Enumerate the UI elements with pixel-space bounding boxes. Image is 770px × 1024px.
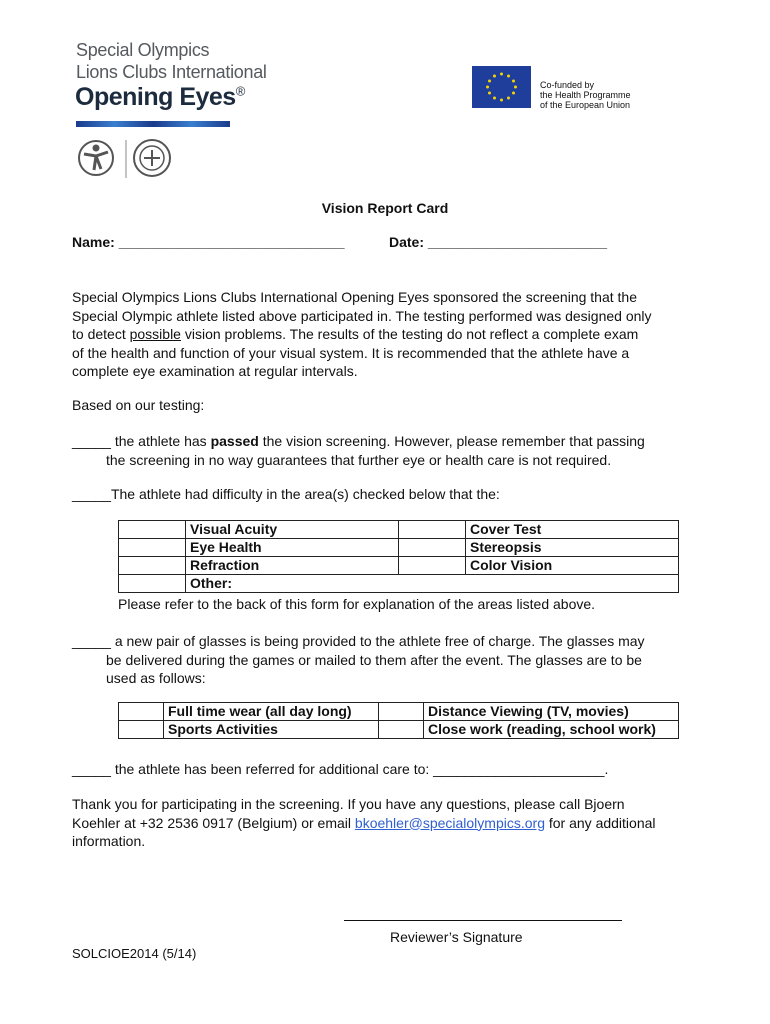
intro-text: vision problems. The results of the testing do not reflect a complete exam xyxy=(180,326,639,342)
referred-text: the athlete has been referred for additional care to: ______________________. xyxy=(110,761,609,777)
check-cell[interactable] xyxy=(379,721,424,739)
thanks-line xyxy=(72,814,712,833)
registered-mark: ® xyxy=(235,83,245,99)
glasses-line: used as follows: xyxy=(106,670,206,686)
eu-flag-icon xyxy=(472,66,531,108)
area-left: Visual Acuity xyxy=(186,521,399,539)
glasses-line: be delivered during the games or mailed to them after the event. The glasses are to be xyxy=(106,651,642,668)
table-row xyxy=(119,521,679,539)
difficulty-check-blank[interactable]: _____ xyxy=(72,486,111,502)
check-cell[interactable] xyxy=(119,575,186,593)
usage-left: Full time wear (all day long) xyxy=(164,703,379,721)
signature-line[interactable] xyxy=(344,920,622,921)
eu-text-line: the Health Programme xyxy=(540,90,631,100)
table-row xyxy=(119,539,679,557)
eu-text-line: of the European Union xyxy=(540,100,631,110)
area-left: Eye Health xyxy=(186,539,399,557)
table-row xyxy=(119,575,679,593)
logo-line-1: Special Olympics xyxy=(76,40,210,60)
area-right: Color Vision xyxy=(466,557,679,575)
glasses-text: a new pair of glasses is being provided to the athlete free of charge. The glasses may xyxy=(110,633,645,649)
difficulty-text: The athlete had difficulty in the area(s) checked below that the: xyxy=(110,486,500,502)
logo-color-bar xyxy=(76,121,230,127)
name-field[interactable] xyxy=(72,234,345,250)
referred-check-blank[interactable]: _____ xyxy=(72,761,111,777)
intro-line: of the health and function of your visual system. It is recommended that the athlete have a xyxy=(72,344,630,361)
eu-stars-icon xyxy=(472,66,531,108)
logo-opening-eyes xyxy=(75,83,245,112)
check-cell[interactable] xyxy=(399,539,466,557)
difficulty-option[interactable] xyxy=(72,485,712,504)
check-cell[interactable] xyxy=(119,703,164,721)
intro-underlined-word: possible xyxy=(129,326,181,342)
intro-line: Special Olympics Lions Clubs International Opening Eyes sponsored the screening that the xyxy=(72,289,637,305)
special-olympics-emblem-icon xyxy=(79,141,113,175)
passed-check-blank[interactable]: _____ xyxy=(72,433,111,449)
date-label: Date: xyxy=(389,234,425,250)
intro-paragraph xyxy=(72,288,712,381)
difficulty-note: Please refer to the back of this form for explanation of the areas listed above. xyxy=(118,596,596,612)
usage-right: Distance Viewing (TV, movies) xyxy=(424,703,679,721)
table-row xyxy=(119,703,679,721)
lions-club-emblem-icon xyxy=(134,140,170,176)
usage-right: Close work (reading, school work) xyxy=(424,721,679,739)
based-on-testing: Based on our testing: xyxy=(72,397,205,413)
name-blank[interactable]: _____________________________ xyxy=(118,234,345,250)
glasses-option[interactable] xyxy=(72,632,712,688)
glasses-line xyxy=(72,632,712,651)
check-cell[interactable] xyxy=(119,521,186,539)
check-cell[interactable] xyxy=(119,557,186,575)
table-row xyxy=(119,557,679,575)
thanks-paragraph xyxy=(72,795,712,851)
glasses-check-blank[interactable]: _____ xyxy=(72,633,111,649)
area-right: Stereopsis xyxy=(466,539,679,557)
check-cell[interactable] xyxy=(119,539,186,557)
passed-bold-word: passed xyxy=(210,433,259,449)
area-right: Cover Test xyxy=(466,521,679,539)
passed-text: the athlete has xyxy=(110,433,211,449)
intro-line: complete eye examination at regular intervals. xyxy=(72,363,358,379)
passed-option[interactable] xyxy=(72,432,712,469)
page-title: Vision Report Card xyxy=(321,200,449,216)
eu-text-line: Co-funded by xyxy=(540,80,595,90)
form-code: SOLCIOE2014 (5/14) xyxy=(72,946,197,961)
check-cell[interactable] xyxy=(119,721,164,739)
partner-emblems xyxy=(74,136,174,182)
glasses-usage-table xyxy=(118,702,679,739)
date-blank[interactable]: _______________________ xyxy=(427,234,607,250)
check-cell[interactable] xyxy=(379,703,424,721)
date-field[interactable] xyxy=(389,234,607,250)
difficulty-areas-table xyxy=(118,520,679,593)
passed-line-2: the screening in no way guarantees that further eye or health care is not required. xyxy=(106,451,612,468)
thanks-text: Koehler at +32 2536 0917 (Belgium) or email xyxy=(72,814,355,831)
area-other[interactable]: Other: xyxy=(186,575,679,593)
table-row xyxy=(119,721,679,739)
thanks-line: Thank you for participating in the screening. If you have any questions, please call Bjoern xyxy=(72,796,625,812)
check-cell[interactable] xyxy=(399,557,466,575)
usage-left: Sports Activities xyxy=(164,721,379,739)
referred-option[interactable] xyxy=(72,760,712,779)
passed-line xyxy=(72,432,712,451)
name-label: Name: xyxy=(72,234,115,250)
signature-label: Reviewer’s Signature xyxy=(390,929,523,945)
intro-line: Special Olympic athlete listed above participated in. The testing performed was designed only xyxy=(72,307,652,324)
thanks-line: information. xyxy=(72,833,146,849)
passed-text: the vision screening. However, please remember that passing xyxy=(258,433,645,449)
eu-cofunded-text xyxy=(540,80,631,110)
thanks-text: for any additional xyxy=(544,814,656,831)
logo-line-2: Lions Clubs International xyxy=(76,62,267,82)
intro-line xyxy=(72,325,712,344)
intro-text: to detect xyxy=(72,326,130,342)
email-link[interactable]: bkoehler@specialolympics.org xyxy=(354,814,545,831)
check-cell[interactable] xyxy=(399,521,466,539)
logo-main-text: Opening Eyes xyxy=(75,83,236,111)
area-left: Refraction xyxy=(186,557,399,575)
